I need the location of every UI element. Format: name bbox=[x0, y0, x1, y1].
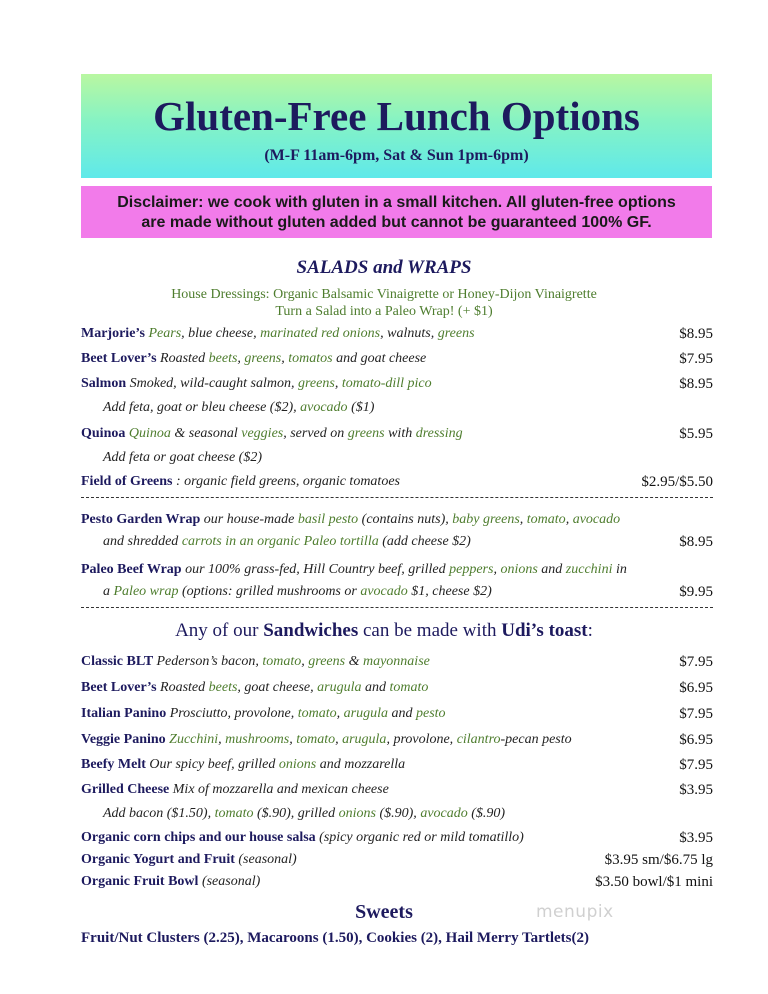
divider-1 bbox=[81, 497, 713, 498]
wrap-row bbox=[81, 511, 713, 529]
salad-item-name: Field of Greens bbox=[81, 474, 177, 489]
salad-item-price: $8.95 bbox=[679, 376, 713, 392]
extra-row bbox=[81, 829, 713, 847]
disclaimer-line-2: are made without gluten added but cannot be guaranteed 100% GF. bbox=[141, 214, 652, 231]
sandwich-item-name: Beefy Melt bbox=[81, 757, 150, 772]
salad-item-description: Smoked, wild-caught salmon, greens, tomato-dill pico bbox=[129, 376, 432, 391]
salad-row bbox=[81, 325, 713, 343]
sandwich-item-name: Beet Lover’s bbox=[81, 680, 161, 695]
sandwich-intro bbox=[0, 620, 768, 642]
extra-item-description: (spicy organic red or mild tomatillo) bbox=[319, 830, 524, 845]
sweets-title: Sweets bbox=[355, 901, 413, 923]
wrap-item-description: our house-made basil pesto (contains nuts), baby greens, tomato, avocado bbox=[203, 512, 621, 527]
salad-item-description: Roasted beets, greens, tomatos and goat cheese bbox=[160, 351, 427, 366]
salad-item-name: Beet Lover’s bbox=[81, 351, 161, 366]
salad-row bbox=[103, 399, 713, 417]
sandwich-item-price: $6.95 bbox=[679, 680, 713, 696]
sweets-list: Fruit/Nut Clusters (2.25), Macaroons (1.50), Cookies (2), Hail Merry Tartlets(2) bbox=[81, 930, 589, 946]
wrap-item-description: a Paleo wrap (options: grilled mushrooms or avocado $1, cheese $2) bbox=[103, 584, 492, 599]
wrap-item-price: $9.95 bbox=[679, 584, 713, 600]
disclaimer-box bbox=[81, 186, 712, 238]
wrap-item-description: our 100% grass-fed, Hill Country beef, grilled peppers, onions and zucchini in bbox=[185, 562, 627, 577]
wrap-row bbox=[103, 533, 713, 551]
paleo-note: Turn a Salad into a Paleo Wrap! (+ $1) bbox=[275, 304, 493, 319]
wrap-row bbox=[103, 583, 713, 601]
sandwich-item-description: Prosciutto, provolone, tomato, arugula and pesto bbox=[169, 706, 446, 721]
wrap-row bbox=[81, 561, 713, 579]
header-banner bbox=[81, 74, 712, 178]
dressings-note: House Dressings: Organic Balsamic Vinaigrette or Honey-Dijon Vinaigrette bbox=[171, 287, 597, 302]
disclaimer-line-1: Disclaimer: we cook with gluten in a small kitchen. All gluten-free options bbox=[117, 194, 676, 211]
sandwich-item-price: $3.95 bbox=[679, 782, 713, 798]
sandwich-row bbox=[81, 679, 713, 697]
wrap-item-price: $8.95 bbox=[679, 534, 713, 550]
extra-item-name: Organic Yogurt and Fruit bbox=[81, 852, 239, 867]
sandwich-item-price: $6.95 bbox=[679, 732, 713, 748]
salad-row bbox=[103, 449, 713, 467]
divider-2 bbox=[81, 607, 713, 608]
salad-item-name: Salmon bbox=[81, 376, 130, 391]
wrap-item-description: and shredded carrots in an organic Paleo tortilla (add cheese $2) bbox=[103, 534, 471, 549]
extra-item-price: $3.50 bowl/$1 mini bbox=[595, 874, 713, 890]
salad-item-description: Quinoa & seasonal veggies, served on greens with dressing bbox=[128, 426, 463, 441]
salad-row bbox=[81, 425, 713, 443]
sandwich-item-description: Mix of mozzarella and mexican cheese bbox=[172, 782, 389, 797]
extra-item-name: Organic corn chips and our house salsa bbox=[81, 830, 320, 845]
salad-item-price: $2.95/$5.50 bbox=[641, 474, 713, 490]
salad-item-price: $7.95 bbox=[679, 351, 713, 367]
salad-item-description: Add feta, goat or bleu cheese ($2), avocado ($1) bbox=[103, 400, 375, 415]
salads-title: SALADS and WRAPS bbox=[296, 257, 472, 278]
page-title: Gluten-Free Lunch Options bbox=[153, 93, 640, 139]
sandwich-item-description: Zucchini, mushrooms, tomato, arugula, provolone, cilantro-pecan pesto bbox=[169, 732, 572, 747]
salad-item-name: Quinoa bbox=[81, 426, 129, 441]
sandwich-row bbox=[103, 805, 713, 823]
extra-row bbox=[81, 851, 713, 869]
salad-item-price: $5.95 bbox=[679, 426, 713, 442]
salad-item-description: : organic field greens, organic tomatoes bbox=[176, 474, 400, 489]
sandwich-row bbox=[81, 731, 713, 749]
sandwich-item-name: Grilled Cheese bbox=[81, 782, 173, 797]
sandwich-intro-bold2: Udi’s toast bbox=[501, 620, 588, 641]
salad-row bbox=[81, 473, 713, 491]
sandwich-item-name: Italian Panino bbox=[81, 706, 170, 721]
salad-item-name: Marjorie’s bbox=[81, 326, 149, 341]
salad-row bbox=[81, 350, 713, 368]
wrap-item-name: Paleo Beef Wrap bbox=[81, 562, 186, 577]
sandwich-intro-bold: Sandwiches bbox=[263, 620, 359, 641]
hours-text: (M-F 11am-6pm, Sat & Sun 1pm-6pm) bbox=[264, 147, 529, 164]
sandwich-intro-pre: Any of our bbox=[175, 620, 264, 641]
sandwich-intro-mid: can be made with bbox=[358, 620, 502, 641]
watermark-logo: menupix bbox=[536, 902, 614, 922]
extra-item-price: $3.95 sm/$6.75 lg bbox=[604, 852, 713, 868]
salad-row bbox=[81, 375, 713, 393]
extra-item-description: (seasonal) bbox=[238, 852, 297, 867]
salad-item-description: Add feta or goat cheese ($2) bbox=[103, 450, 263, 465]
extra-item-name: Organic Fruit Bowl bbox=[81, 874, 202, 889]
sandwich-item-name: Veggie Panino bbox=[81, 732, 170, 747]
sandwich-item-description: Roasted beets, goat cheese, arugula and tomato bbox=[160, 680, 429, 695]
extra-item-price: $3.95 bbox=[679, 830, 713, 846]
sandwich-row bbox=[81, 653, 713, 671]
sandwich-item-price: $7.95 bbox=[679, 706, 713, 722]
salad-item-price: $8.95 bbox=[679, 326, 713, 342]
sandwich-row bbox=[81, 705, 713, 723]
salad-item-description: Pears, blue cheese, marinated red onions, walnuts, greens bbox=[148, 326, 475, 341]
extra-row bbox=[81, 873, 713, 891]
sandwich-item-description: Add bacon ($1.50), tomato ($.90), grilled onions ($.90), avocado ($.90) bbox=[103, 806, 506, 821]
sandwich-item-price: $7.95 bbox=[679, 757, 713, 773]
sandwich-row bbox=[81, 781, 713, 799]
sandwich-item-description: Our spicy beef, grilled onions and mozzarella bbox=[149, 757, 406, 772]
sandwich-item-description: Pederson’s bacon, tomato, greens & mayonnaise bbox=[156, 654, 430, 669]
sandwich-row bbox=[81, 756, 713, 774]
sandwich-item-price: $7.95 bbox=[679, 654, 713, 670]
sandwich-item-name: Classic BLT bbox=[81, 654, 157, 669]
sandwich-intro-post: : bbox=[587, 620, 593, 641]
wrap-item-name: Pesto Garden Wrap bbox=[81, 512, 204, 527]
extra-item-description: (seasonal) bbox=[201, 874, 261, 889]
